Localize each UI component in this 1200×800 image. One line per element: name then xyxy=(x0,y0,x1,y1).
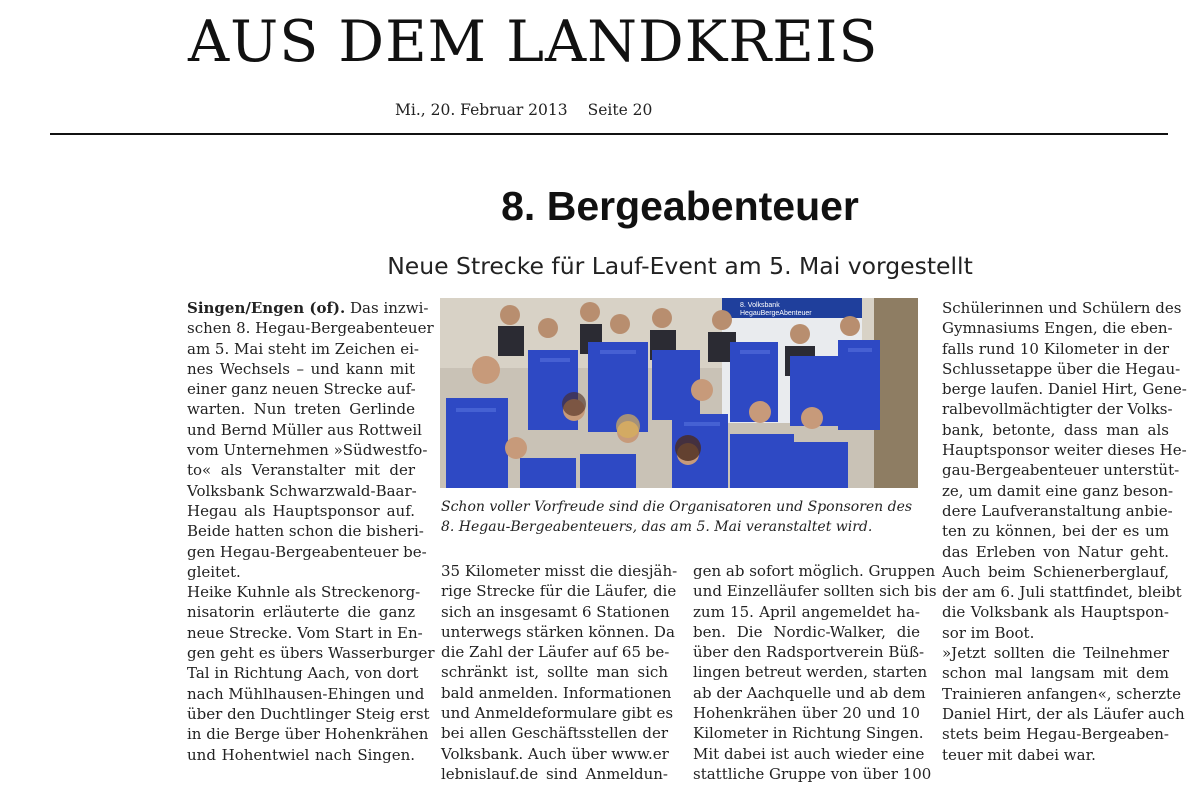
text-line: Heike Kuhnle als Streckenorg- xyxy=(187,583,421,602)
text-line: stattliche Gruppe von über 100 xyxy=(693,764,932,783)
text-line: ze, um damit eine ganz beson- xyxy=(942,481,1174,500)
text-line: teuer mit dabei war. xyxy=(942,745,1096,764)
text-line: Volksbank. Auch über www.er xyxy=(441,744,669,763)
text-line: warten. Nun treten Gerlinde xyxy=(187,400,415,419)
text-line: Trainieren anfangen«, scherzte xyxy=(942,684,1181,703)
text-line: Schlussetappe über die Hegau- xyxy=(942,359,1181,378)
photo-caption xyxy=(441,497,919,537)
text-line: die Zahl der Läufer auf 65 be- xyxy=(441,643,670,662)
text-line: Gymnasiums Engen, die eben- xyxy=(942,319,1173,338)
text-line: schon mal langsam mit dem xyxy=(942,664,1169,683)
headline: 8. Bergeabenteuer xyxy=(501,183,859,229)
text-line: neue Strecke. Vom Start in En- xyxy=(187,623,423,642)
dateline-lead: Singen/Engen (of). xyxy=(187,299,346,317)
date: Mi., 20. Februar 2013 xyxy=(395,101,568,119)
text-line: Auch beim Schienerberglauf, xyxy=(942,562,1169,581)
text-line: lebnislauf.de sind Anmeldun- xyxy=(441,764,668,783)
text-line: stets beim Hegau-Bergeaben- xyxy=(942,725,1169,744)
text-line: 35 Kilometer misst die diesjäh- xyxy=(441,562,678,580)
caption-line: 8. Hegau-Bergeabenteuers, das am 5. Mai veranstaltet wird. xyxy=(441,519,873,535)
text-line: bei allen Geschäftsstellen der xyxy=(441,724,668,743)
text-line: Schülerinnen und Schülern des xyxy=(942,299,1182,317)
subheadline: Neue Strecke für Lauf-Event am 5. Mai vorgestellt xyxy=(387,252,973,280)
text-line: Daniel Hirt, der als Läufer auch xyxy=(942,704,1185,723)
text-line: Hegau als Hauptsponsor auf. xyxy=(187,501,415,520)
text-line: über den Duchtlinger Steig erst xyxy=(187,704,430,723)
text-line: nisatorin erläuterte die ganz xyxy=(187,603,415,622)
text-line: gen ab sofort möglich. Gruppen xyxy=(693,562,936,580)
text-line: ben. Die Nordic-Walker, die xyxy=(693,622,920,641)
text-line: bank, betonte, dass man als xyxy=(942,420,1169,439)
text-line: dere Laufveranstaltung anbie- xyxy=(942,501,1173,520)
text-line: schen 8. Hegau-Bergeabenteuer xyxy=(187,319,434,338)
text-line: der am 6. Juli stattfindet, bleibt xyxy=(942,583,1182,602)
svg-text:8. Volksbank: 8. Volksbank xyxy=(740,302,780,309)
page-number: Seite 20 xyxy=(587,101,653,119)
text-line: Kilometer in Richtung Singen. xyxy=(693,724,924,743)
text-line: rige Strecke für die Läufer, die xyxy=(441,582,677,601)
text-line: Tal in Richtung Aach, von dort xyxy=(187,664,419,683)
text-line: Hohenkrähen über 20 und 10 xyxy=(693,704,920,723)
text-line: Beide hatten schon die bisheri- xyxy=(187,522,424,541)
text-line: to« als Veranstalter mit der xyxy=(187,461,415,480)
text-line: das Erleben von Natur geht. xyxy=(942,542,1169,561)
text-line: sor im Boot. xyxy=(942,623,1035,642)
article-photo xyxy=(440,298,918,488)
text-line: einer ganz neuen Strecke auf- xyxy=(187,380,416,399)
text-line: und Anmeldeformulare gibt es xyxy=(441,704,674,723)
text-line: Mit dabei ist auch wieder eine xyxy=(693,744,925,763)
text-line: ralbevollmächtigter der Volks- xyxy=(942,400,1173,419)
text-line: gau-Bergeabenteuer unterstüt- xyxy=(942,461,1180,480)
text-line: unterwegs stärken können. Da xyxy=(441,622,675,641)
article-column-1 xyxy=(187,298,435,765)
text-line: Hauptsponsor weiter dieses He- xyxy=(942,441,1187,460)
text-line: nes Wechsels – und kann mit xyxy=(187,359,415,378)
text-line: über den Radsportverein Büß- xyxy=(693,643,925,662)
article-column-2 xyxy=(441,561,678,784)
text-line: zum 15. April angemeldet ha- xyxy=(693,602,920,621)
text-line: die Volksbank als Hauptspon- xyxy=(942,603,1169,622)
article-column-3 xyxy=(693,561,937,784)
text-line: vom Unternehmen »Südwestfo- xyxy=(187,441,428,460)
text-line: Singen/Engen (of). Das inzwi- xyxy=(187,299,429,317)
text-line: schränkt ist, sollte man sich xyxy=(441,663,668,682)
text-line: falls rund 10 Kilometer in der xyxy=(942,339,1169,358)
text-line: ab der Aachquelle und ab dem xyxy=(693,683,926,702)
text-line: und Hohentwiel nach Singen. xyxy=(187,745,415,764)
dateline xyxy=(395,101,652,119)
text-line: bald anmelden. Informationen xyxy=(441,683,672,702)
text-line: nach Mühlhausen-Ehingen und xyxy=(187,684,425,703)
section-title: AUS DEM LANDKREIS xyxy=(188,9,879,75)
article-column-4 xyxy=(942,298,1187,765)
text-line: Volksbank Schwarzwald-Baar- xyxy=(187,481,417,500)
text-line: »Jetzt sollten die Teilnehmer xyxy=(942,644,1169,663)
text-line: gleitet. xyxy=(187,562,241,581)
text-line: lingen betreut werden, starten xyxy=(693,663,928,682)
text-line: und Einzelläufer sollten sich bis xyxy=(693,582,937,601)
text-line: gen Hegau-Bergeabenteuer be- xyxy=(187,542,427,561)
header-rule xyxy=(50,133,1168,135)
svg-text:HegauBergeAbenteuer: HegauBergeAbenteuer xyxy=(740,310,812,317)
text-line: sich an insgesamt 6 Stationen xyxy=(441,602,670,621)
caption-line: Schon voller Vorfreude sind die Organisatoren und Sponsoren des xyxy=(441,499,913,515)
text-line: in die Berge über Hohenkrähen xyxy=(187,725,429,744)
text-line: und Bernd Müller aus Rottweil xyxy=(187,420,422,439)
text-line: am 5. Mai steht im Zeichen ei- xyxy=(187,339,419,358)
text-line: ten zu können, bei der es um xyxy=(942,522,1169,541)
text-line: berge laufen. Daniel Hirt, Gene- xyxy=(942,380,1187,399)
text-line: gen geht es übers Wasserburger xyxy=(187,644,435,663)
